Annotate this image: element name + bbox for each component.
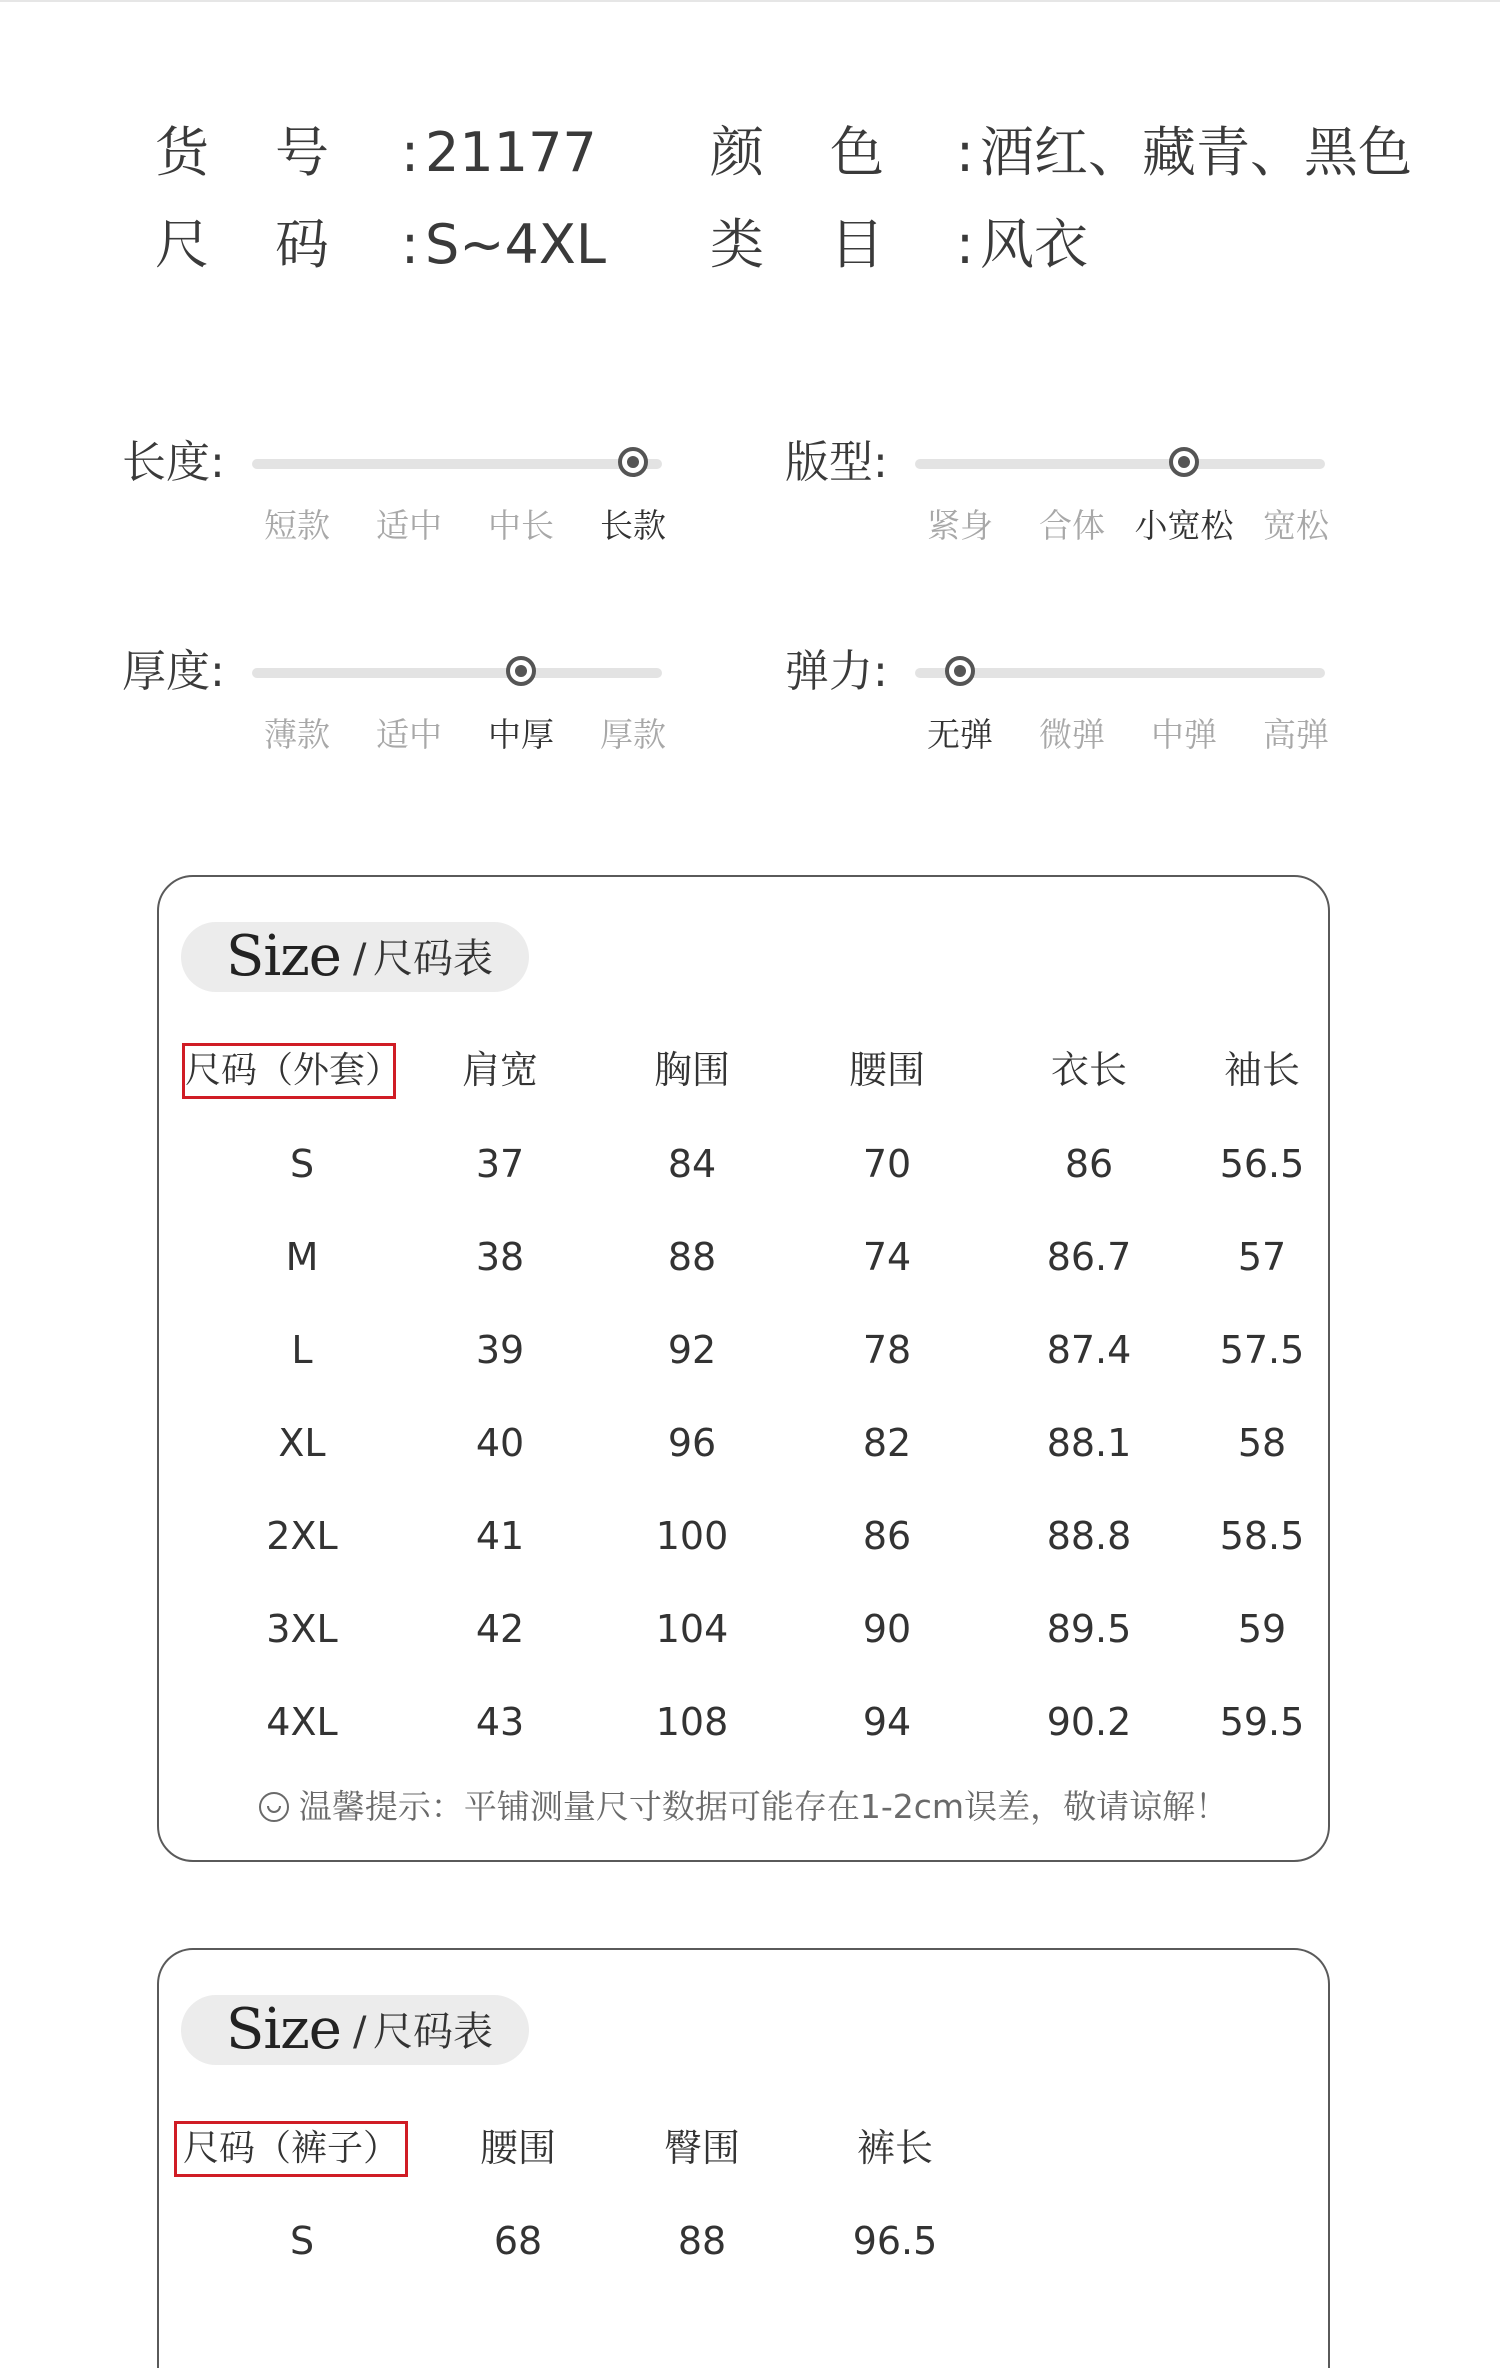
jacket-table-cell: 43 [475, 1700, 525, 1744]
jacket-header-cell: 袖长 [1223, 1048, 1300, 1092]
pants-header-cell: 裤长 [856, 2126, 933, 2170]
jacket-table-cell: 74 [862, 1235, 912, 1279]
category-value: 风衣 [980, 213, 1088, 276]
pants-table-cell: 88 [677, 2219, 727, 2263]
length-option: 适中 [376, 506, 442, 545]
length-attribute [122, 433, 666, 545]
fit-option: 合体 [1039, 506, 1105, 545]
size-label-2: 码 [275, 213, 329, 276]
jacket-table-cell: 2XL [266, 1514, 338, 1558]
pants-table-cell: 68 [493, 2219, 543, 2263]
jacket-table-cell: 40 [475, 1421, 525, 1465]
elasticity-attribute [785, 642, 1329, 754]
top-divider [0, 0, 1500, 2]
elasticity-option: 无弹 [927, 715, 993, 754]
pants-header-cell: 腰围 [479, 2126, 556, 2170]
jacket-table-cell: M [285, 1235, 319, 1279]
smile-icon [259, 1792, 289, 1822]
thickness-knob-icon [506, 656, 536, 686]
pants-table-cell: S [289, 2219, 315, 2263]
jacket-table-cell: 57.5 [1219, 1328, 1305, 1372]
jacket-table-cell: 4XL [266, 1700, 338, 1744]
category-label-2: 目 [830, 213, 884, 276]
size-chart-title: Size / 尺码表 [181, 922, 529, 992]
length-option: 中长 [488, 506, 554, 545]
jacket-table-cell: 86 [862, 1514, 912, 1558]
jacket-table-cell: 58 [1237, 1421, 1287, 1465]
jacket-table-cell: 87.4 [1046, 1328, 1132, 1372]
jacket-table-cell: XL [278, 1421, 326, 1465]
length-option: 长款 [600, 506, 666, 545]
pants-size-card [157, 1948, 1330, 2368]
length-label: 长度: [122, 437, 225, 488]
fit-option: 宽松 [1263, 506, 1329, 545]
category-row: 类 目 : 风衣 [710, 210, 1088, 280]
elasticity-option: 中弹 [1151, 715, 1217, 754]
color-label-1: 颜 [710, 121, 764, 184]
elasticity-option: 微弹 [1039, 715, 1105, 754]
jacket-header-cell: 腰围 [848, 1048, 925, 1092]
jacket-table-cell: 3XL [266, 1607, 338, 1651]
jacket-table-cell: 37 [475, 1142, 525, 1186]
fit-track [915, 459, 1325, 469]
sku-label-2: 号 [275, 121, 329, 184]
color-label-2: 色 [830, 121, 884, 184]
jacket-table-cell: 88 [667, 1235, 717, 1279]
jacket-table-cell: 90.2 [1046, 1700, 1132, 1744]
jacket-table-cell: 39 [475, 1328, 525, 1372]
color-row: 颜 色 : 酒红、藏青、黑色 [710, 118, 1412, 188]
jacket-size-header: 尺码（外套） [182, 1043, 396, 1099]
elasticity-track [915, 668, 1325, 678]
fit-knob-icon [1169, 447, 1199, 477]
jacket-table-cell: L [291, 1328, 313, 1372]
length-option: 短款 [264, 506, 330, 545]
size-range-value: S~4XL [425, 213, 606, 276]
elasticity-label: 弹力: [785, 646, 888, 697]
jacket-table-cell: S [289, 1142, 315, 1186]
thickness-option: 适中 [376, 715, 442, 754]
pants-table-cell: 96.5 [852, 2219, 938, 2263]
jacket-header-cell: 衣长 [1050, 1048, 1127, 1092]
measurement-tip: 温馨提示：平铺测量尺寸数据可能存在1-2cm误差，敬请谅解！ [159, 1782, 1328, 1832]
jacket-table-cell: 86 [1064, 1142, 1114, 1186]
jacket-table-cell: 56.5 [1219, 1142, 1305, 1186]
jacket-table-cell: 92 [667, 1328, 717, 1372]
size-chart-title: Size / 尺码表 [181, 1995, 529, 2065]
jacket-table-cell: 58.5 [1219, 1514, 1305, 1558]
length-track [252, 459, 662, 469]
thickness-label: 厚度: [122, 646, 225, 697]
pants-header-cell: 臀围 [663, 2126, 740, 2170]
sku-label-1: 货 [155, 121, 209, 184]
thickness-option: 厚款 [600, 715, 666, 754]
thickness-option: 薄款 [264, 715, 330, 754]
jacket-table-cell: 88.1 [1046, 1421, 1132, 1465]
fit-option: 紧身 [927, 506, 993, 545]
elasticity-knob-icon [945, 656, 975, 686]
jacket-size-card [157, 875, 1330, 1862]
jacket-table-cell: 108 [655, 1700, 729, 1744]
jacket-table-cell: 57 [1237, 1235, 1287, 1279]
thickness-attribute [122, 642, 666, 754]
jacket-table-cell: 88.8 [1046, 1514, 1132, 1558]
jacket-table-cell: 41 [475, 1514, 525, 1558]
jacket-table-cell: 59 [1237, 1607, 1287, 1651]
jacket-table-cell: 90 [862, 1607, 912, 1651]
category-label-1: 类 [710, 213, 764, 276]
sku-value: 21177 [425, 121, 597, 184]
jacket-header-cell: 肩宽 [461, 1048, 538, 1092]
color-value: 酒红、藏青、黑色 [980, 121, 1412, 184]
size-range-row: 尺 码 : S~4XL [155, 210, 606, 280]
jacket-table-cell: 94 [862, 1700, 912, 1744]
jacket-table-cell: 59.5 [1219, 1700, 1305, 1744]
jacket-table-cell: 78 [862, 1328, 912, 1372]
jacket-table-cell: 38 [475, 1235, 525, 1279]
fit-attribute [785, 433, 1329, 545]
jacket-table-cell: 89.5 [1046, 1607, 1132, 1651]
pants-size-header: 尺码（裤子） [174, 2121, 408, 2177]
jacket-table-cell: 104 [655, 1607, 729, 1651]
jacket-table-cell: 82 [862, 1421, 912, 1465]
jacket-table-cell: 70 [862, 1142, 912, 1186]
fit-label: 版型: [785, 437, 888, 488]
sku-row: 货 号 : 21177 [155, 118, 597, 188]
fit-option: 小宽松 [1134, 506, 1234, 545]
jacket-table-cell: 100 [655, 1514, 729, 1558]
thickness-option: 中厚 [488, 715, 554, 754]
jacket-table-cell: 86.7 [1046, 1235, 1132, 1279]
jacket-table-cell: 84 [667, 1142, 717, 1186]
thickness-track [252, 668, 662, 678]
jacket-table-cell: 42 [475, 1607, 525, 1651]
length-knob-icon [618, 447, 648, 477]
size-label-1: 尺 [155, 213, 209, 276]
elasticity-option: 高弹 [1263, 715, 1329, 754]
jacket-table-cell: 96 [667, 1421, 717, 1465]
jacket-header-cell: 胸围 [653, 1048, 730, 1092]
